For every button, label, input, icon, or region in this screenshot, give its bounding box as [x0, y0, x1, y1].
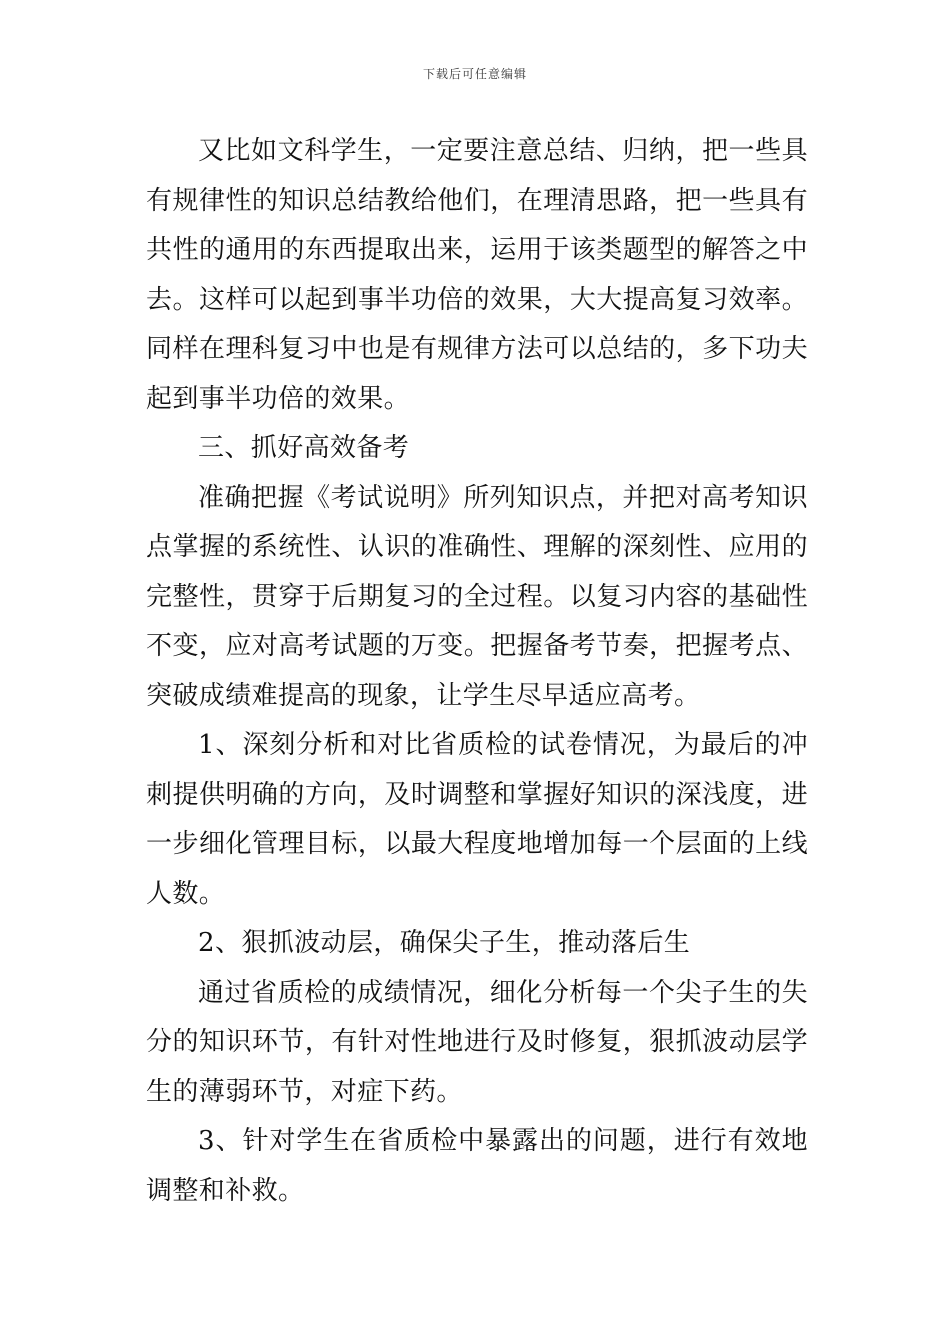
paragraph-summarize-methods: 又比如文科学生，一定要注意总结、归纳，把一些具有规律性的知识总结教给他们，在理清思路，把一些具有共性的通用的东西提取出来，运用于该类题型的解答之中去。这样可以起到事半功倍的效果，大大提高复习效率。同样在理科复习中也是有规律方法可以总结的，多下功夫起到事半功倍的效果。	[146, 136, 808, 414]
paragraph-exam-guidelines: 准确把握《考试说明》所列知识点，并把对高考知识点掌握的系统性、认识的准确性、理解的深刻性、应用的完整性，贯穿于后期复习的全过程。以复习内容的基础性不变，应对高考试题的万变。把握备考节奏，把握考点、突破成绩难提高的现象，让学生尽早适应高考。	[146, 482, 808, 711]
list-item-1-analysis: 1、深刻分析和对比省质检的试卷情况，为最后的冲刺提供明确的方向，及时调整和掌握好知识的深浅度，进一步细化管理目标，以最大程度地增加每一个层面的上线人数。	[146, 730, 808, 909]
list-item-3-remedy: 3、针对学生在省质检中暴露出的问题，进行有效地调整和补救。	[146, 1126, 808, 1206]
list-item-2-heading: 2、狠抓波动层，确保尖子生，推动落后生	[198, 928, 691, 958]
document-body	[146, 127, 808, 1216]
section-heading-efficient-preparation: 三、抓好高效备考	[198, 433, 410, 463]
page-header: 下载后可任意编辑	[422, 67, 527, 81]
paragraph-top-students: 通过省质检的成绩情况，细化分析每一个尖子生的失分的知识环节，有针对性地进行及时修复，狠抓波动层学生的薄弱环节，对症下药。	[146, 977, 808, 1107]
